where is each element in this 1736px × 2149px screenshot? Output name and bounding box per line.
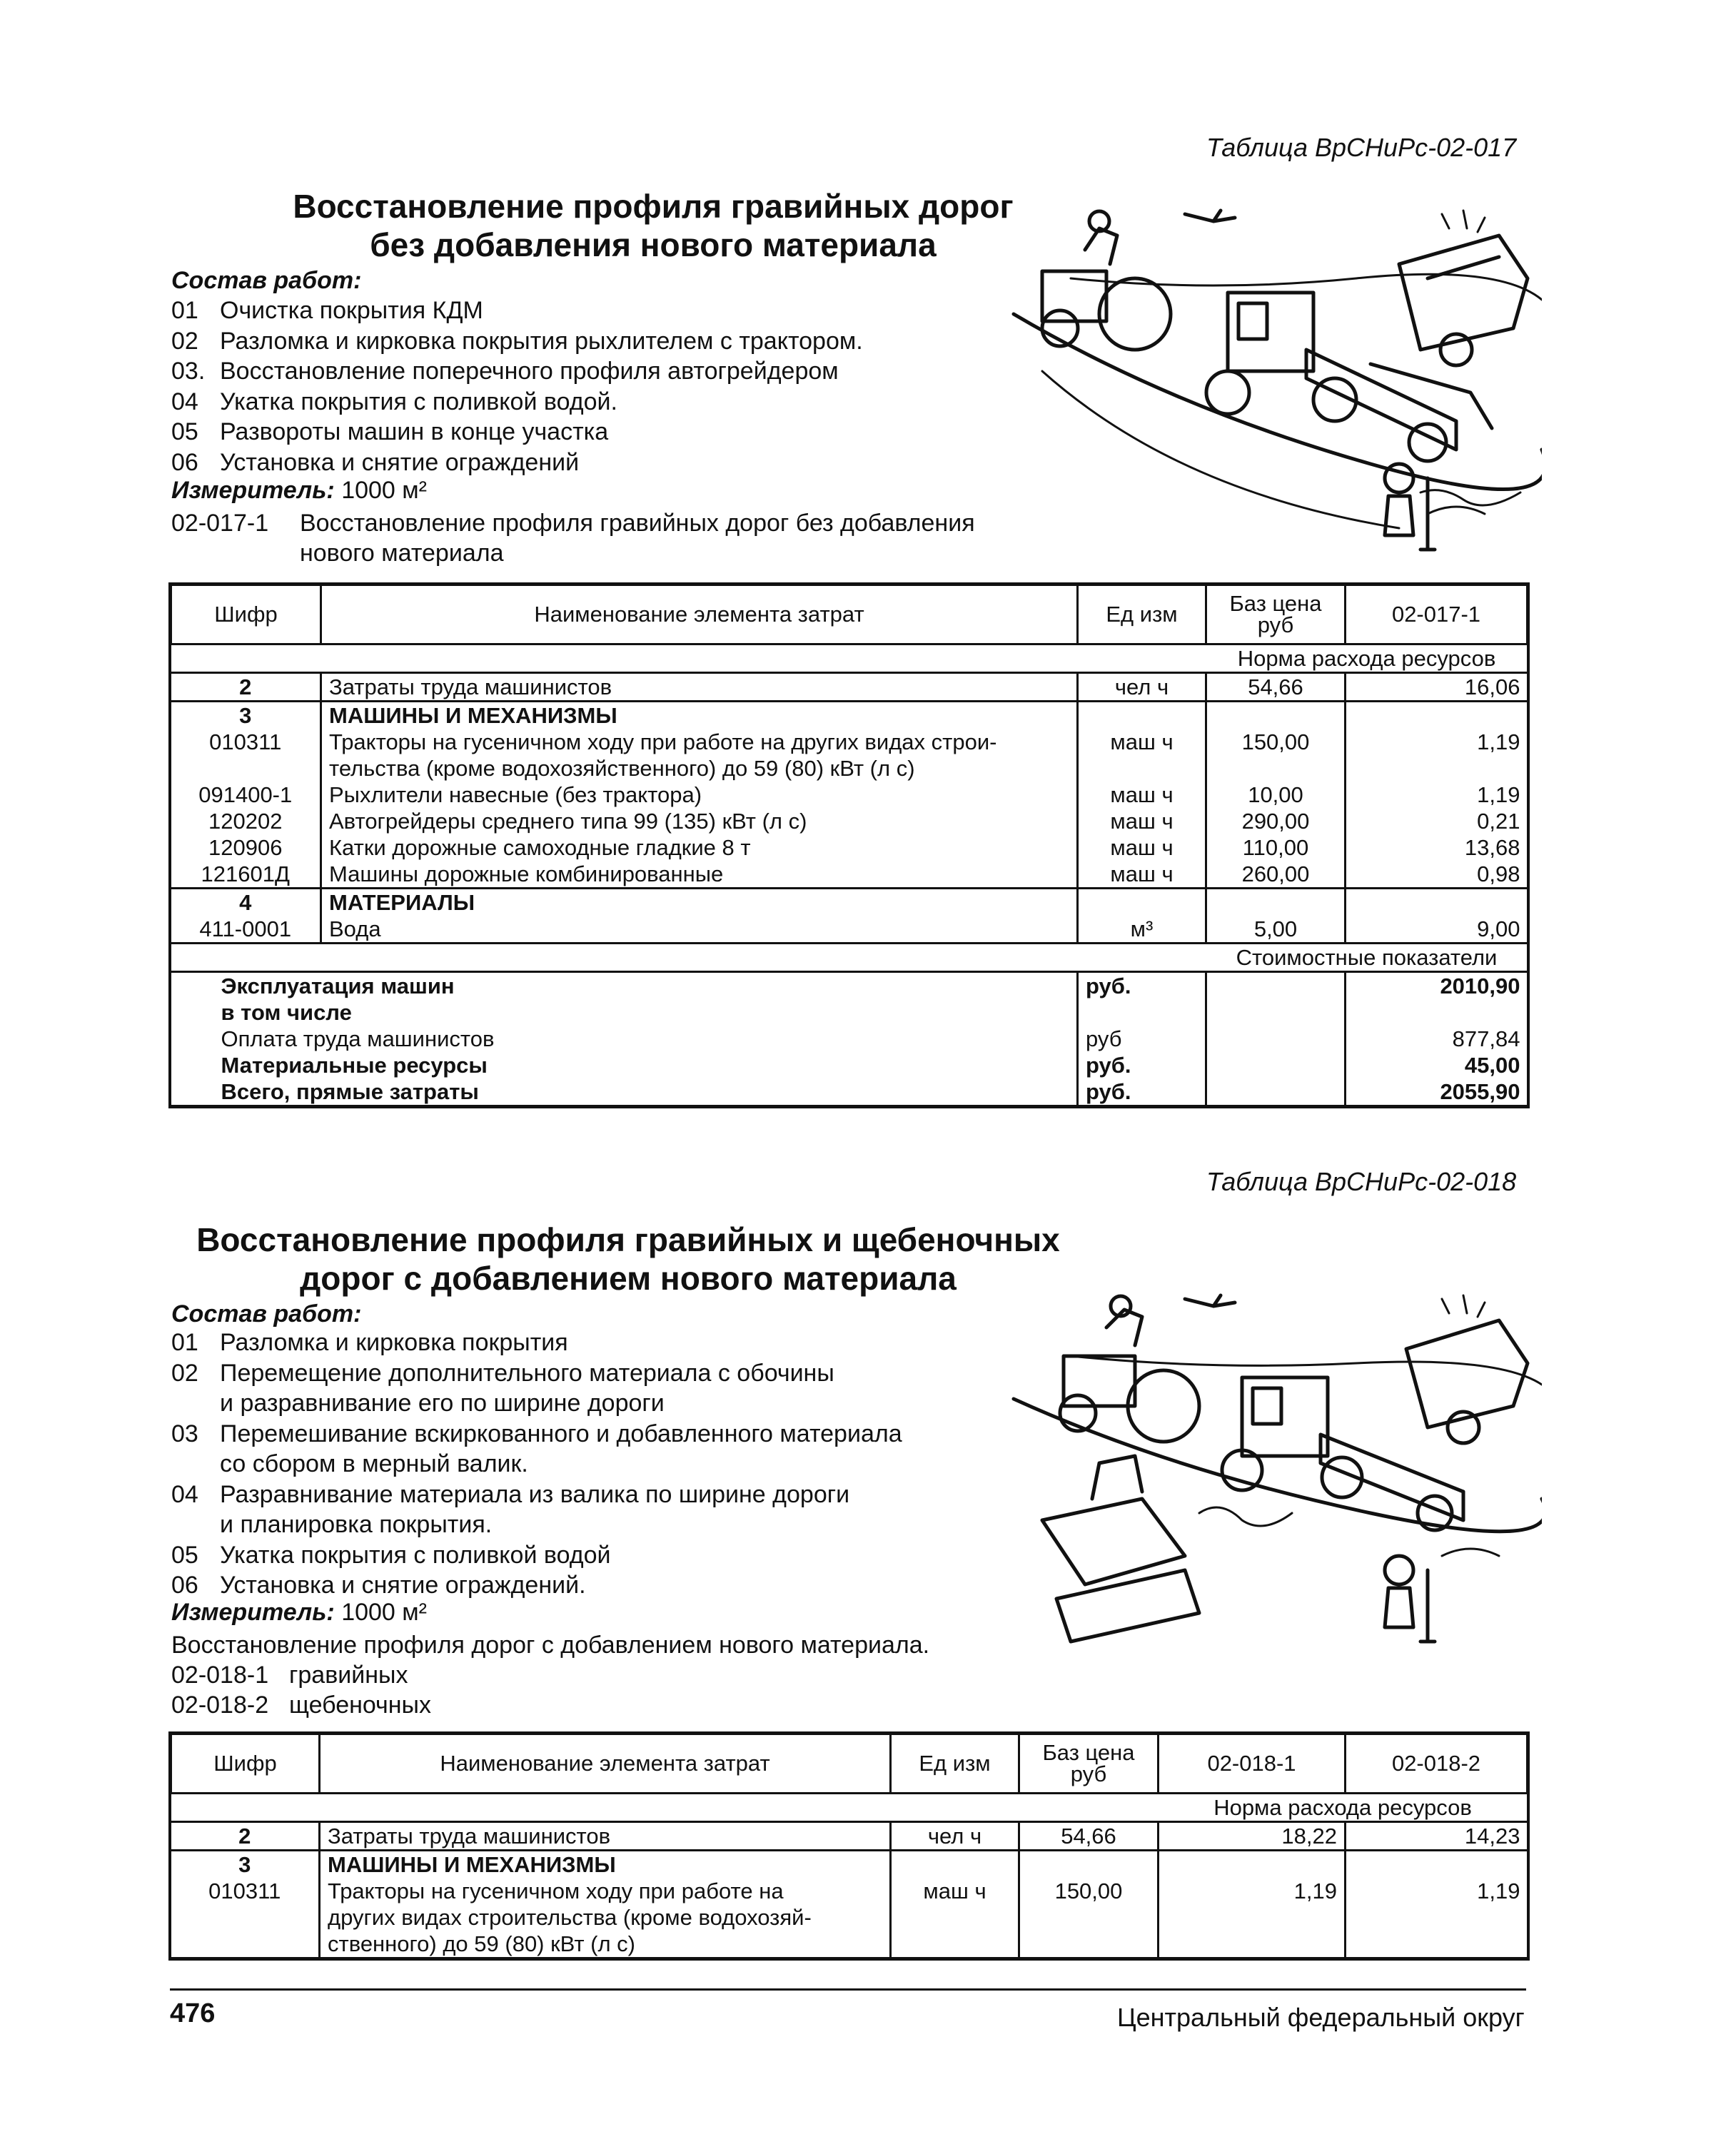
- code-description-1: [171, 508, 975, 568]
- table-row: 121601Д Машины дорожные комбинированные маш ч 260,00 0,98: [171, 861, 1528, 889]
- code-text: щебеночных: [289, 1692, 431, 1719]
- title-line: Восстановление профиля гравийных и щебеночных: [196, 1221, 1060, 1258]
- col-header-unit: Ед изм: [891, 1734, 1019, 1794]
- footer-divider: [170, 1988, 1526, 1991]
- table-row: 2 Затраты труда машинистов чел ч 54,66 18,22 14,23: [171, 1822, 1528, 1851]
- works-list-2: [171, 1328, 902, 1601]
- table-row: Материальные ресурсы руб. 45,00: [221, 1053, 1520, 1078]
- table-row: Оплата труда машинистов руб 877,84: [221, 1026, 1520, 1051]
- meter-value: 1000 м²: [341, 477, 427, 504]
- list-item: 03 Перемешивание вскиркованного и добавленного материала: [171, 1420, 902, 1447]
- table-ref-2: Таблица ВрСНиРс-02-018: [1206, 1167, 1517, 1196]
- table-row: 3 МАШИНЫ И МЕХАНИЗМЫ: [171, 702, 1528, 729]
- table-row: 411-0001 Вода м³ 5,00 9,00: [171, 916, 1528, 944]
- section-title-1: [214, 187, 1092, 264]
- code: 02-018-1: [171, 1662, 269, 1689]
- code-text: Восстановление профиля гравийных дорог без добавления: [300, 510, 975, 537]
- list-item: 04 Укатка покрытия с поливкой водой.: [171, 388, 617, 415]
- table-row: 120202 Автогрейдеры среднего типа 99 (135) кВт (л с) маш ч 290,00 0,21: [171, 808, 1528, 834]
- table-ref-1: Таблица ВрСНиРс-02-017: [1206, 133, 1517, 162]
- list-item: 06 Установка и снятие ограждений.: [171, 1572, 586, 1599]
- list-item-continuation: со сбором в мерный валик.: [220, 1450, 528, 1477]
- cost-label: Стоимостные показатели: [1206, 944, 1528, 972]
- section-title-2: [128, 1220, 1128, 1298]
- table-row: 2 Затраты труда машинистов чел ч 54,66 16,06: [171, 673, 1528, 702]
- table-row: 4 МАТЕРИАЛЫ: [171, 889, 1528, 916]
- title-line: Восстановление профиля гравийных дорог: [293, 188, 1014, 225]
- norm-label: Норма расхода ресурсов: [1206, 644, 1528, 673]
- table-row: 3 МАШИНЫ И МЕХАНИЗМЫ: [171, 1851, 1528, 1879]
- table-row: Эксплуатация машин руб. 2010,90: [171, 972, 1528, 1000]
- col-header-col2: 02-018-2: [1346, 1734, 1528, 1794]
- resource-table-1: [170, 584, 1528, 1107]
- code-list-2: [171, 1660, 431, 1720]
- works-label-2: Состав работ:: [171, 1300, 362, 1328]
- table-row: других видах строительства (кроме водохозяй-: [171, 1904, 1528, 1931]
- meter-label: Измеритель:: [171, 477, 335, 504]
- page-number: 476: [170, 1998, 216, 2028]
- description-2: Восстановление профиля дорог с добавлением нового материала.: [171, 1632, 930, 1659]
- col-header-name: Наименование элемента затрат: [321, 585, 1078, 644]
- col-header-code: Шифр: [171, 1734, 320, 1794]
- list-item-continuation: и планировка покрытия.: [220, 1511, 493, 1538]
- meter-label: Измеритель:: [171, 1599, 335, 1626]
- code: 02-018-2: [171, 1692, 269, 1719]
- col-header-unit: Ед изм: [1078, 585, 1206, 644]
- meter-2: [171, 1599, 427, 1627]
- table-row: 120906 Катки дорожные самоходные гладкие 8 т маш ч 110,00 13,68: [171, 834, 1528, 861]
- resource-table-2: [170, 1733, 1528, 1959]
- list-item: 06 Установка и снятие ограждений: [171, 448, 580, 476]
- col-header-price: Баз цена руб: [1206, 585, 1346, 644]
- list-item: 01 Разломка и кирковка покрытия: [171, 1329, 568, 1356]
- list-item-continuation: и разравнивание его по ширине дороги: [220, 1390, 665, 1417]
- title-line: без добавления нового материала: [370, 226, 937, 263]
- list-item: 05 Развороты машин в конце участка: [171, 418, 609, 445]
- title-line: дорог с добавлением нового материала: [300, 1260, 957, 1297]
- table-row: тельства (кроме водохозяйственного) до 59 (80) кВт (л с): [171, 755, 1528, 782]
- table-row: 010311 Тракторы на гусеничном ходу при работе на других видах строи- маш ч 150,00 1,19: [171, 729, 1528, 755]
- table-row: 010311 Тракторы на гусеничном ходу при работе на маш ч 150,00 1,19 1,19: [171, 1878, 1528, 1904]
- road-machinery-illustration-icon: [999, 193, 1542, 571]
- col-header-col1: 02-018-1: [1159, 1734, 1346, 1794]
- norm-label: Норма расхода ресурсов: [1159, 1794, 1528, 1822]
- meter-value: 1000 м²: [341, 1599, 427, 1626]
- col-header-price: Баз цена руб: [1019, 1734, 1159, 1794]
- district-name: Центральный федеральный округ: [1117, 2003, 1525, 2032]
- works-label-1: Состав работ:: [171, 267, 362, 294]
- road-machinery-illustration-icon: [999, 1285, 1542, 1663]
- col-header-name: Наименование элемента затрат: [320, 1734, 891, 1794]
- table-row: в том числе: [171, 999, 1528, 1026]
- col-header-code: Шифр: [171, 585, 321, 644]
- code-text: гравийных: [289, 1662, 408, 1689]
- list-item: 02 Перемещение дополнительного материала с обочины: [171, 1359, 834, 1387]
- list-item: 05 Укатка покрытия с поливкой водой: [171, 1541, 611, 1569]
- list-item: 04 Разравнивание материала из валика по ширине дороги: [171, 1480, 850, 1508]
- table-row: ственного) до 59 (80) кВт (л с): [171, 1931, 1528, 1958]
- list-item: 03. Восстановление поперечного профиля автогрейдером: [171, 358, 839, 385]
- works-list-1: [171, 295, 863, 477]
- list-item: 01 Очистка покрытия КДМ: [171, 297, 483, 324]
- table-row: Всего, прямые затраты руб. 2055,90: [171, 1078, 1528, 1106]
- table-row: 091400-1 Рыхлители навесные (без трактора) маш ч 10,00 1,19: [171, 782, 1528, 808]
- code: 02-017-1: [171, 510, 269, 537]
- code-text: нового материала: [300, 540, 504, 567]
- list-item: 02 Разломка и кирковка покрытия рыхлителем с трактором.: [171, 327, 863, 355]
- meter-1: [171, 477, 427, 505]
- col-header-col1: 02-017-1: [1346, 585, 1528, 644]
